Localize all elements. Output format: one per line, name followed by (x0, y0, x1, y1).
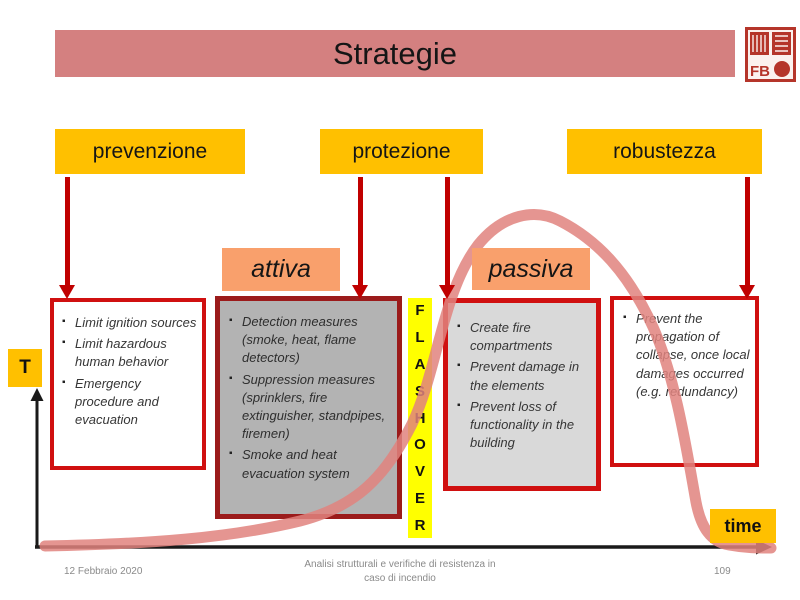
sublabel-passiva (472, 248, 590, 290)
axis-label-text: T (19, 357, 31, 378)
flashover-letter: S (414, 382, 425, 400)
list-item: ▪ Detection measures (smoke, heat, flame detectors) (227, 313, 392, 368)
list-item: ▪ Limit hazardous human behavior (60, 335, 198, 371)
sublabel-text: passiva (488, 254, 574, 283)
footer-course-title (250, 558, 550, 585)
prevenzione-measures-box (50, 298, 206, 470)
bullet-list (455, 319, 591, 452)
svg-text:FB: FB (750, 63, 770, 80)
list-item: ▪ Emergency procedure and evacuation (60, 375, 198, 430)
sublabel-text: attiva (251, 255, 311, 283)
list-item: ▪ Suppression measures (sprinklers, fire extinguisher, standpipes, firemen) (227, 371, 392, 444)
flashover-letter: L (415, 328, 425, 346)
strategy-label: prevenzione (92, 139, 208, 163)
protezione-passiva-measures-box (443, 298, 601, 491)
footer-course-line1: Analisi strutturali e verifiche di resistenza in (304, 559, 496, 570)
list-item: ▪ Prevent loss of functionality in the building (455, 398, 591, 453)
seal-stamp-icon (745, 27, 796, 82)
strategy-box-robustezza (567, 129, 762, 174)
flashover-letter: E (414, 490, 425, 508)
flashover-strip (408, 298, 432, 538)
arrow-down-icon (439, 177, 455, 299)
arrow-down-icon (352, 177, 368, 299)
flashover-letter: A (414, 355, 426, 373)
list-item: ▪ Prevent the propagation of collapse, once local damages occurred (e.g. redundancy) (621, 310, 751, 401)
footer-course-line2: caso di incendio (364, 572, 436, 584)
slide-title: Strategie (332, 35, 458, 71)
robustezza-measures-box (610, 296, 759, 467)
list-item: ▪ Prevent damage in the elements (455, 358, 591, 394)
flashover-letter: H (414, 409, 426, 427)
flashover-letter: F (415, 302, 425, 319)
title-banner (55, 30, 735, 77)
flashover-letter: O (414, 436, 426, 454)
arrow-down-icon (739, 177, 755, 299)
footer-date: 12 Febbraio 2020 (64, 566, 143, 577)
list-item: ▪ Create fire compartments (455, 319, 591, 355)
footer-page-number: 109 (714, 566, 731, 577)
list-item: ▪ Limit ignition sources (60, 314, 198, 332)
bullet-list (621, 310, 751, 401)
flashover-letter: R (414, 517, 426, 534)
flashover-letter: V (414, 463, 425, 481)
sublabel-attiva (222, 248, 340, 291)
strategy-box-protezione (320, 129, 483, 174)
axis-label-text: time (724, 515, 762, 536)
list-item: ▪ Smoke and heat evacuation system (227, 446, 392, 482)
x-axis-label-time (710, 509, 776, 543)
arrow-down-icon (59, 177, 75, 299)
strategy-box-prevenzione (55, 129, 245, 174)
strategy-label: protezione (352, 139, 451, 163)
bullet-list (60, 314, 198, 429)
bullet-list (227, 313, 392, 483)
y-axis-label-temperature (8, 349, 42, 387)
strategy-label: robustezza (613, 139, 716, 163)
protezione-attiva-measures-box (215, 296, 402, 519)
